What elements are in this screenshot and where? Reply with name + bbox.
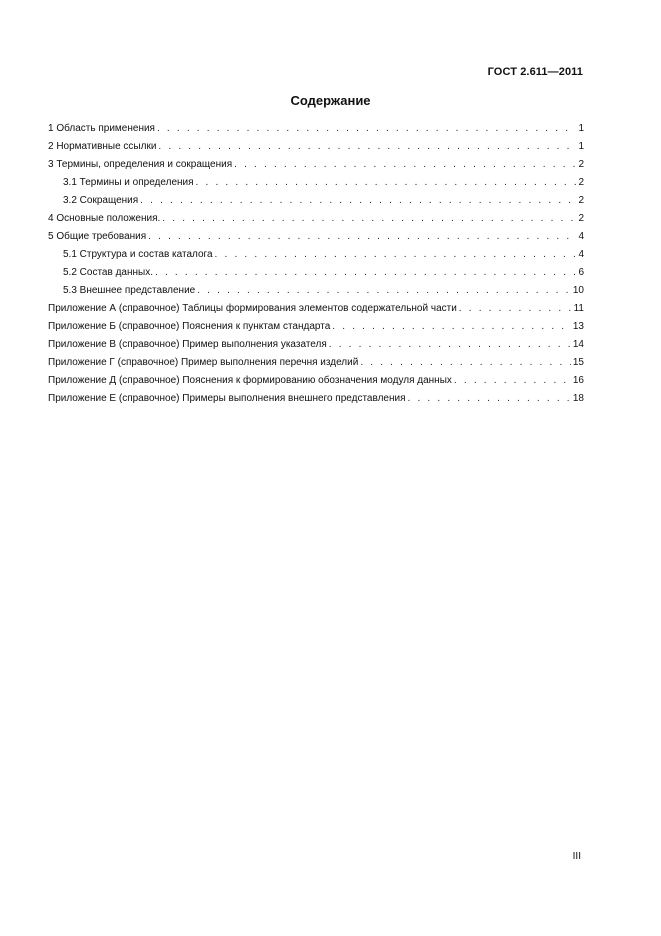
- toc-entry-page: 1: [578, 123, 584, 134]
- toc-entry-label: 3.2 Сокращения: [63, 195, 139, 206]
- toc-entry-page: 6: [578, 267, 584, 278]
- toc-entry-label: Приложение В (справочное) Пример выполнения указателя: [48, 339, 327, 350]
- toc-entry-label: 5.2 Состав данных.: [63, 267, 153, 278]
- toc-entry-label: Приложение Д (справочное) Пояснения к формированию обозначения модуля данных: [48, 375, 452, 386]
- toc-subentry: [48, 264, 584, 282]
- toc-entry-page: 14: [572, 339, 584, 350]
- toc-entry-label: 2 Нормативные ссылки: [48, 141, 157, 152]
- toc-entry-page: 2: [578, 177, 584, 188]
- toc-entry-label: Приложение Г (справочное) Пример выполнения перечня изделий: [48, 357, 359, 368]
- toc-title: Содержание: [290, 93, 371, 108]
- toc-leader-dots: [196, 174, 577, 192]
- toc-leader-dots: [140, 192, 576, 210]
- toc-leader-dots: [408, 390, 571, 408]
- toc-leader-dots: [360, 354, 571, 372]
- toc-entry-label: Приложение А (справочное) Таблицы формирования элементов содержательной части: [48, 303, 457, 314]
- toc-leader-dots: [454, 372, 571, 390]
- toc-leader-dots: [148, 228, 576, 246]
- toc-entry-page: 2: [578, 195, 584, 206]
- toc-entry-label: 5 Общие требования: [48, 231, 147, 242]
- toc-entry-page: 15: [572, 357, 584, 368]
- toc-leader-dots: [197, 282, 571, 300]
- document-code: ГОСТ 2.611—2011: [487, 66, 583, 78]
- toc-subentry: [48, 192, 584, 210]
- toc-entry-page: 4: [578, 249, 584, 260]
- toc-entry-label: 3 Термины, определения и сокращения: [48, 159, 233, 170]
- toc-leader-dots: [215, 246, 577, 264]
- toc-entry-label: 5.1 Структура и состав каталога: [63, 249, 213, 260]
- toc-entry: [48, 210, 584, 228]
- toc-entry: [48, 138, 584, 156]
- toc-entry-page: 10: [572, 285, 584, 296]
- toc-entry: [48, 354, 584, 372]
- toc-leader-dots: [234, 156, 576, 174]
- toc-entry-page: 11: [573, 303, 584, 314]
- toc-leader-dots: [155, 264, 576, 282]
- toc-entry: [48, 300, 584, 318]
- toc-entry-label: 5.3 Внешнее представление: [63, 285, 196, 296]
- toc-entry-page: 2: [578, 159, 584, 170]
- toc-entry-label: 1 Область применения: [48, 123, 155, 134]
- toc-entry: [48, 228, 584, 246]
- toc-entry: [48, 120, 584, 138]
- toc-entry-label: Приложение Б (справочное) Пояснения к пунктам стандарта: [48, 321, 331, 332]
- toc-entry-label: 4 Основные положения.: [48, 213, 161, 224]
- toc-entry: [48, 390, 584, 408]
- toc-subentry: [48, 282, 584, 300]
- toc-leader-dots: [329, 336, 571, 354]
- toc-entry-page: 16: [572, 375, 584, 386]
- toc-entry: [48, 318, 584, 336]
- toc-leader-dots: [157, 120, 576, 138]
- toc-entry: [48, 156, 584, 174]
- table-of-contents: [48, 120, 584, 408]
- toc-entry-page: 1: [578, 141, 584, 152]
- toc-entry: [48, 372, 584, 390]
- toc-subentry: [48, 246, 584, 264]
- toc-leader-dots: [332, 318, 571, 336]
- toc-leader-dots: [162, 210, 576, 228]
- toc-entry-page: 13: [572, 321, 584, 332]
- toc-entry-page: 2: [578, 213, 584, 224]
- toc-entry-page: 4: [578, 231, 584, 242]
- toc-entry-page: 18: [572, 393, 584, 404]
- toc-leader-dots: [158, 138, 576, 156]
- toc-subentry: [48, 174, 584, 192]
- toc-leader-dots: [459, 300, 572, 318]
- toc-entry-label: 3.1 Термины и определения: [63, 177, 194, 188]
- toc-entry: [48, 336, 584, 354]
- toc-entry-label: Приложение Е (справочное) Примеры выполнения внешнего представления: [48, 393, 406, 404]
- page-number: III: [572, 851, 581, 862]
